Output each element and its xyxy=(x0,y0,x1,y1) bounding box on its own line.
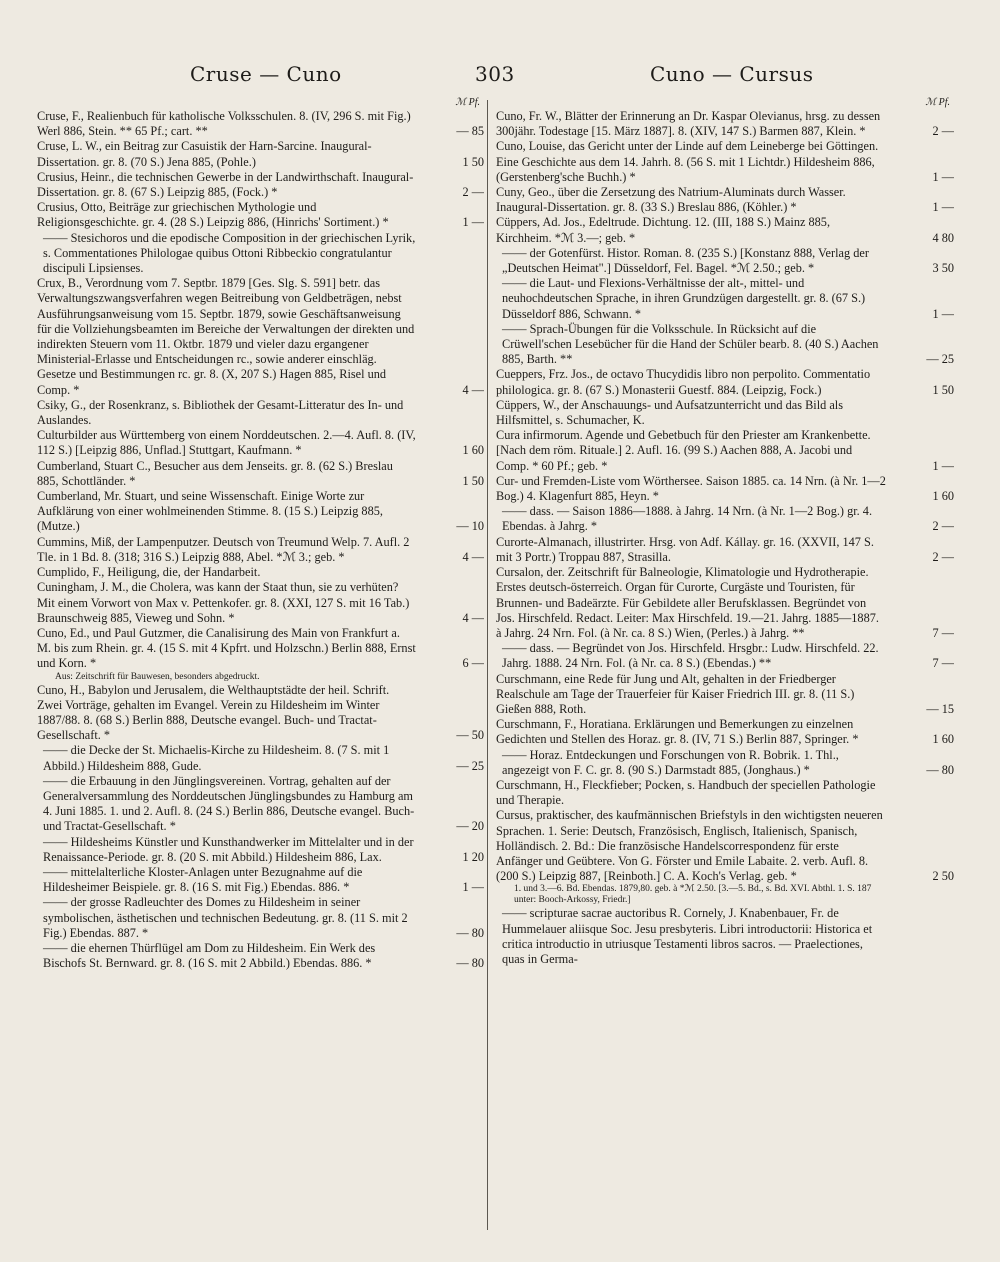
bibliography-entry xyxy=(496,672,954,718)
bibliography-entry xyxy=(37,459,484,489)
entry-text: Aus: Zeitschrift für Bauwesen, besonders abgedruckt. xyxy=(55,671,260,682)
bibliography-entry xyxy=(496,367,954,397)
right-column xyxy=(496,97,954,1237)
entry-price: 6 — xyxy=(462,656,484,671)
running-head-right: Cuno — Cursus xyxy=(650,62,814,86)
entry-text: —— die ehernen Thürflügel am Dom zu Hildesheim. Ein Werk des Bischofs St. Bernward. gr. 8. (16 S. mit 2 Abbild.) Ebendas. 886. * xyxy=(43,940,376,971)
entry-price: 4 80 xyxy=(932,230,954,245)
entry-price: 1 60 xyxy=(462,443,484,458)
entry-text: Cüppers, W., der Anschauungs- und Aufsatzunterricht und das Bild als Hilfsmittel, s. Schumacher, K. xyxy=(496,397,843,428)
entry-text: Crux, B., Verordnung vom 7. Septbr. 1879 [Ges. Slg. S. 591] betr. das Verwaltungszwangsverfahren wegen Beitreibung von Geldbeträgen, nebst Ausführungsanweisung vom 15. Septbr. 1879, sowie Geschäftsanweisung für die Vollziehungsbeamten im Bereiche der Verwaltungen der direkten und indirekten Steuern vom 11. Oktbr. 1879 und vieler dazu ergangener Ministerial-Erlasse und Entscheidungen rc., sowie anderer einschläg. Gesetze und Bestimmungen rc. gr. 8. (X, 207 S.) Hagen 885, Risel und Comp. * xyxy=(37,276,415,397)
entry-text: —— dass. — Saison 1886—1888. à Jahrg. 14 Nrn. (à Nr. 1—2 Bog.) gr. 4. Ebendas. à Jahrg. * xyxy=(502,504,873,534)
entry-price: — 80 xyxy=(456,956,484,971)
entry-price: 1 — xyxy=(462,215,484,230)
bibliography-entry xyxy=(496,428,954,474)
entry-price: 2 50 xyxy=(932,869,954,884)
entry-text: Cuno, Louise, das Gericht unter der Linde auf dem Leineberge bei Göttingen. Eine Geschichte aus dem 14. Jahrh. 8. (56 S. mit 1 Lichtdr.) Hildesheim 886, (Gerstenberg'sche Buchh.) * xyxy=(496,139,879,184)
entry-text: Cumberland, Mr. Stuart, und seine Wissenschaft. Einige Worte zur Aufklärung von einer wohlmeinenden Stimme. 8. (15 S.) Leipzig 885, (Mutze.) xyxy=(37,489,383,534)
entry-text: Cuny, Geo., über die Zersetzung des Natrium-Aluminats durch Wasser. Inaugural-Dissertation. gr. 8. (33 S.) Breslau 886, (Köhler.) * xyxy=(496,185,846,215)
bibliography-entry xyxy=(496,504,954,534)
bibliography-entry xyxy=(37,231,484,277)
bibliography-entry xyxy=(496,535,954,565)
entry-price: 7 — xyxy=(932,625,954,640)
entry-text: Crusius, Heinr., die technischen Gewerbe in der Landwirthschaft. Inaugural-Dissertation. gr. 8. (67 S.) Leipzig 885, (Fock.) * xyxy=(37,169,414,200)
entry-price: 4 — xyxy=(462,610,484,625)
entry-text: —— der Gotenfürst. Histor. Roman. 8. (235 S.) [Konstanz 888, Verlag der „Deutschen Heimat".] Düsseldorf, Fel. Bagel. *ℳ 2.50.; geb. * xyxy=(502,245,869,276)
entry-text: —— Sprach-Übungen für die Volksschule. In Rücksicht auf die Crüwell'schen Lesebücher für die Hand der Schüler bearb. 8. (40 S.) Aachen 885, Barth. ** xyxy=(502,321,879,367)
entry-text: —— der grosse Radleuchter des Domes zu Hildesheim in seiner symbolischen, ästhetischen und technischen Bedeutung. gr. 8. (11 S. mit 2 Fig.) Ebendas. 887. * xyxy=(43,895,408,940)
entry-text: Curorte-Almanach, illustrirter. Hrsg. von Adf. Kállay. gr. 16. (XXVII, 147 S. mit 3 Portr.) Troppau 887, Strasilla. xyxy=(496,534,874,564)
entry-text: Csiky, G., der Rosenkranz, s. Bibliothek der Gesamt-Litteratur des In- und Auslandes. xyxy=(37,397,404,428)
bibliography-entry xyxy=(37,580,484,626)
entry-price: 3 50 xyxy=(932,261,954,276)
bibliography-entry xyxy=(37,398,484,428)
left-column xyxy=(37,97,484,1237)
bibliography-entry xyxy=(496,398,954,428)
entry-text: Cuno, Fr. W., Blätter der Erinnerung an Dr. Kaspar Olevianus, hrsg. zu dessen 300jähr. Todestage [15. März 1887]. 8. (XIV, 147 S.) Barmen 887, Klein. * xyxy=(496,109,881,139)
entry-price: — 20 xyxy=(456,819,484,834)
bibliography-entry xyxy=(496,474,954,504)
entry-price: 1 20 xyxy=(462,849,484,864)
entry-text: —— Horaz. Entdeckungen und Forschungen von R. Bobrik. 1. Thl., angezeigt von F. C. gr. 8. (90 S.) Darmstadt 885, (Jonghaus.) * xyxy=(502,747,839,777)
entry-text: Cuno, Ed., und Paul Gutzmer, die Canalisirung des Main von Frankfurt a. M. bis zum Rhein. gr. 4. (15 S. mit 4 Kpfrt. und Holzschn.) Berlin 888, Ernst und Korn. * xyxy=(37,625,416,671)
entry-text: Culturbilder aus Württemberg von einem Norddeutschen. 2.—4. Aufl. 8. (IV, 112 S.) [Leipzig 886, Unflad.] Stuttgart, Kaufmann. * xyxy=(37,428,416,458)
bibliography-entry xyxy=(496,565,954,641)
bibliography-entry xyxy=(496,906,954,967)
entry-price: 4 — xyxy=(462,382,484,397)
bibliography-entry xyxy=(37,743,484,773)
bibliography-entry xyxy=(37,200,484,230)
entry-text: —— Hildesheims Künstler und Kunsthandwerker im Mittelalter und in der Renaissance-Periode. gr. 8. (20 S. mit Abbild.) Hildesheim 886, Lax. xyxy=(43,834,414,864)
entry-text: Cruse, F., Realienbuch für katholische Volksschulen. 8. (IV, 296 S. mit Fig.) Werl 886, Stein. ** 65 Pf.; cart. ** xyxy=(37,109,411,139)
entry-price: 2 — xyxy=(932,124,954,139)
bibliography-entry xyxy=(37,139,484,169)
entry-note xyxy=(496,884,954,906)
page-header xyxy=(0,62,1000,94)
price-column-head: ℳ Pf. xyxy=(925,97,950,108)
entry-text: Cura infirmorum. Agende und Gebetbuch für den Priester am Krankenbette. [Nach dem röm. Rituale.] 2. Aufl. 16. (99 S.) Aachen 888, A. Jacobi und Comp. * 60 Pf.; geb. * xyxy=(496,428,871,473)
entry-price: 1 50 xyxy=(462,154,484,169)
bibliography-entry xyxy=(496,717,954,747)
entry-price: 2 — xyxy=(932,519,954,534)
entry-price: — 25 xyxy=(456,758,484,773)
entry-price: 1 — xyxy=(462,880,484,895)
entry-text: —— die Laut- und Flexions-Verhältnisse der alt-, mittel- und neuhochdeutschen Sprache, in ihren Grundzügen dargestellt. gr. 8. (67 S.) Düsseldorf 886, Schwann. * xyxy=(502,276,866,321)
entry-text: —— die Erbauung in den Jünglingsvereinen. Vortrag, gehalten auf der Generalversammlung des Norddeutschen Jünglingsbundes zu Hamburg am 4. Juni 1885. 1. und 2. Aufl. 8. (24 S.) Berlin 886, Deutsche evangel. Buch- und Tractat-Gesellschaft. * xyxy=(43,773,415,834)
entry-text: Cursus, praktischer, des kaufmännischen Briefstyls in den wichtigsten neueren Sprachen. 1. Serie: Deutsch, Französisch, Englisch, Italienisch, Spanisch, Holländisch. 2. Bd.: Die französische Handelscorrespondenz für erste Anfänger und Geübtere. Von G. Förster und Emile Labaite. 2. verb. Aufl. 8. (200 S.) Leipzig 887, [Reinboth.] C. A. Koch's Verlag. geb. * xyxy=(496,808,883,884)
bibliography-entry xyxy=(37,565,484,580)
bibliography-entry xyxy=(496,748,954,778)
bibliography-entry xyxy=(496,246,954,276)
entry-text: Cumberland, Stuart C., Besucher aus dem Jenseits. gr. 8. (62 S.) Breslau 885, Schottländer. * xyxy=(37,458,393,488)
entry-price: 2 — xyxy=(932,549,954,564)
left-entries xyxy=(37,109,484,971)
entry-price: — 50 xyxy=(456,728,484,743)
entry-text: Cueppers, Frz. Jos., de octavo Thucydidis libro non perpolito. Commentatio philologica. gr. 8. (67 S.) Monasterii Guestf. 884. (Leipzig, Fock.) xyxy=(496,367,871,397)
entry-text: Cumplido, F., Heiligung, die, der Handarbeit. xyxy=(37,565,261,580)
entry-text: Curschmann, H., Fleckfieber; Pocken, s. Handbuch der speciellen Pathologie und Therapie. xyxy=(496,777,876,808)
entry-text: —— mittelalterliche Kloster-Anlagen unter Bezugnahme auf die Hildesheimer Beispiele. gr. 8. (16 S. mit Fig.) Ebendas. 886. * xyxy=(43,864,363,895)
entry-price: 1 — xyxy=(932,200,954,215)
bibliography-entry xyxy=(37,428,484,458)
entry-text: Cur- und Fremden-Liste vom Wörthersee. Saison 1885. ca. 14 Nrn. (à Nr. 1—2 Bog.) 4. Klagenfurt 885, Heyn. * xyxy=(496,473,886,504)
bibliography-entry xyxy=(496,808,954,884)
entry-text: Cursalon, der. Zeitschrift für Balneologie, Klimatologie und Hydrotherapie. Erstes deutsch-österreich. Organ für Curorte, Curgäste und Touristen, für Brunnen- und Badeärzte. Für Gebildete aller Berufsklassen. Begründet von Jos. Hirschfeld. Redact. Leiter: Max Hirschfeld. 19.—21. Jahrg. 1885—1887. à Jahrg. 24 Nrn. Fol. (à Nr. ca. 8 S.) Wien, (Perles.) à Jahrg. ** xyxy=(496,565,879,640)
entry-text: Curschmann, eine Rede für Jung und Alt, gehalten in der Friedberger Realschule am Tage der Trauerfeier für Kaiser Friedrich III. gr. 8. (11 S.) Gießen 888, Roth. xyxy=(496,671,855,716)
entry-price: 1 50 xyxy=(462,473,484,488)
entry-price: — 15 xyxy=(926,701,954,716)
bibliography-entry xyxy=(37,835,484,865)
entry-text: Curschmann, F., Horatiana. Erklärungen und Bemerkungen zu einzelnen Gedichten und Stellen des Horaz. gr. 8. (IV, 71 S.) Berlin 887, Springer. * xyxy=(496,717,859,747)
bibliography-entry xyxy=(496,139,954,185)
entry-price: — 80 xyxy=(926,762,954,777)
entry-price: 1 — xyxy=(932,169,954,184)
bibliography-entry xyxy=(37,683,484,744)
entry-price: 1 60 xyxy=(932,489,954,504)
entry-text: Cuno, H., Babylon und Jerusalem, die Welthauptstädte der heil. Schrift. Zwei Vorträge, gehalten im Evangel. Verein zu Hildesheim im Winter 1887/88. 8. (68 S.) Berlin 888, Deutsche evangel. Buch- und Tractat-Gesellschaft. * xyxy=(37,682,390,743)
bibliography-entry xyxy=(37,626,484,672)
entry-text: Crusius, Otto, Beiträge zur griechischen Mythologie und Religionsgeschichte. gr. 4. (28 S.) Leipzig 886, (Hinrichs' Sortiment.) * xyxy=(37,200,389,230)
entry-price: 4 — xyxy=(462,549,484,564)
entry-price: — 10 xyxy=(456,519,484,534)
entry-price: 7 — xyxy=(932,656,954,671)
entry-text: —— Stesichoros und die epodische Composition in der griechischen Lyrik, s. Commentationes Philologae quibus Ottoni Ribbeckio congratulantur discipuli Lipsienses. xyxy=(43,230,416,276)
entry-text: 1. und 3.—6. Bd. Ebendas. 1879,80. geb. à *ℳ 2.50. [3.—5. Bd., s. Bd. XVI. Abthl. 1. S. 187 unter: Booch-Arkossy, Friedr.] xyxy=(514,884,872,906)
entry-text: —— scripturae sacrae auctoribus R. Cornely, J. Knabenbauer, Fr. de Hummelauer aliisque Soc. Jesu presbyteris. Libri introductorii: Historica et critica introductio in utriusque Testamenti libros sacros. — Praelectiones, quas in Germa- xyxy=(502,906,873,966)
entry-price: 1 50 xyxy=(932,382,954,397)
bibliography-entry xyxy=(37,774,484,835)
bibliography-entry xyxy=(496,185,954,215)
bibliography-entry xyxy=(37,535,484,565)
bibliography-entry xyxy=(37,276,484,398)
running-head-left: Cruse — Cuno xyxy=(190,62,342,86)
bibliography-entry xyxy=(496,215,954,245)
entry-price: 1 — xyxy=(932,458,954,473)
entry-text: Cruse, L. W., ein Beitrag zur Casuistik der Harn-Sarcine. Inaugural-Dissertation. gr. 8. (70 S.) Jena 885, (Pohle.) xyxy=(37,139,372,169)
bibliography-entry xyxy=(37,895,484,941)
bibliography-entry xyxy=(37,941,484,971)
bibliography-entry xyxy=(37,489,484,535)
entry-text: —— dass. — Begründet von Jos. Hirschfeld. Hrsgbr.: Ludw. Hirschfeld. 22. Jahrg. 1888. 24 Nrn. Fol. (à Nr. ca. 8 S.) (Ebendas.) ** xyxy=(502,641,879,671)
bibliography-entry xyxy=(496,641,954,671)
entry-price: 2 — xyxy=(462,185,484,200)
entry-text: —— die Decke der St. Michaelis-Kirche zu Hildesheim. 8. (7 S. mit 1 Abbild.) Hildesheim 888, Gude. xyxy=(43,743,390,773)
entry-text: Cüppers, Ad. Jos., Edeltrude. Dichtung. 12. (III, 188 S.) Mainz 885, Kirchheim. *ℳ 3.—; geb. * xyxy=(496,215,831,245)
entry-price: 1 — xyxy=(932,306,954,321)
bibliography-entry xyxy=(496,109,954,139)
column-divider xyxy=(487,100,488,1230)
page-number: 303 xyxy=(475,62,515,86)
bibliography-entry xyxy=(37,170,484,200)
entry-text: Cuningham, J. M., die Cholera, was kann der Staat thun, sie zu verhüten? Mit einem Vorwort von Max v. Pettenkofer. gr. 8. (XXI, 127 S. mit 16 Tab.) Braunschweig 885, Vieweg und Sohn. * xyxy=(37,580,410,625)
bibliography-entry xyxy=(496,322,954,368)
entry-price: — 25 xyxy=(926,352,954,367)
right-entries xyxy=(496,109,954,967)
bibliography-entry xyxy=(37,865,484,895)
price-column-head: ℳ Pf. xyxy=(455,97,480,108)
entry-price: 1 60 xyxy=(932,732,954,747)
entry-price: — 85 xyxy=(456,124,484,139)
bibliography-entry xyxy=(496,276,954,322)
entry-note xyxy=(37,672,484,683)
entry-price: — 80 xyxy=(456,925,484,940)
bibliography-entry xyxy=(496,778,954,808)
bibliography-entry xyxy=(37,109,484,139)
entry-text: Cummins, Miß, der Lampenputzer. Deutsch von Treumund Welp. 7. Aufl. 2 Tle. in 1 Bd. 8. (318; 316 S.) Leipzig 888, Abel. *ℳ 3.; geb. * xyxy=(37,534,410,564)
